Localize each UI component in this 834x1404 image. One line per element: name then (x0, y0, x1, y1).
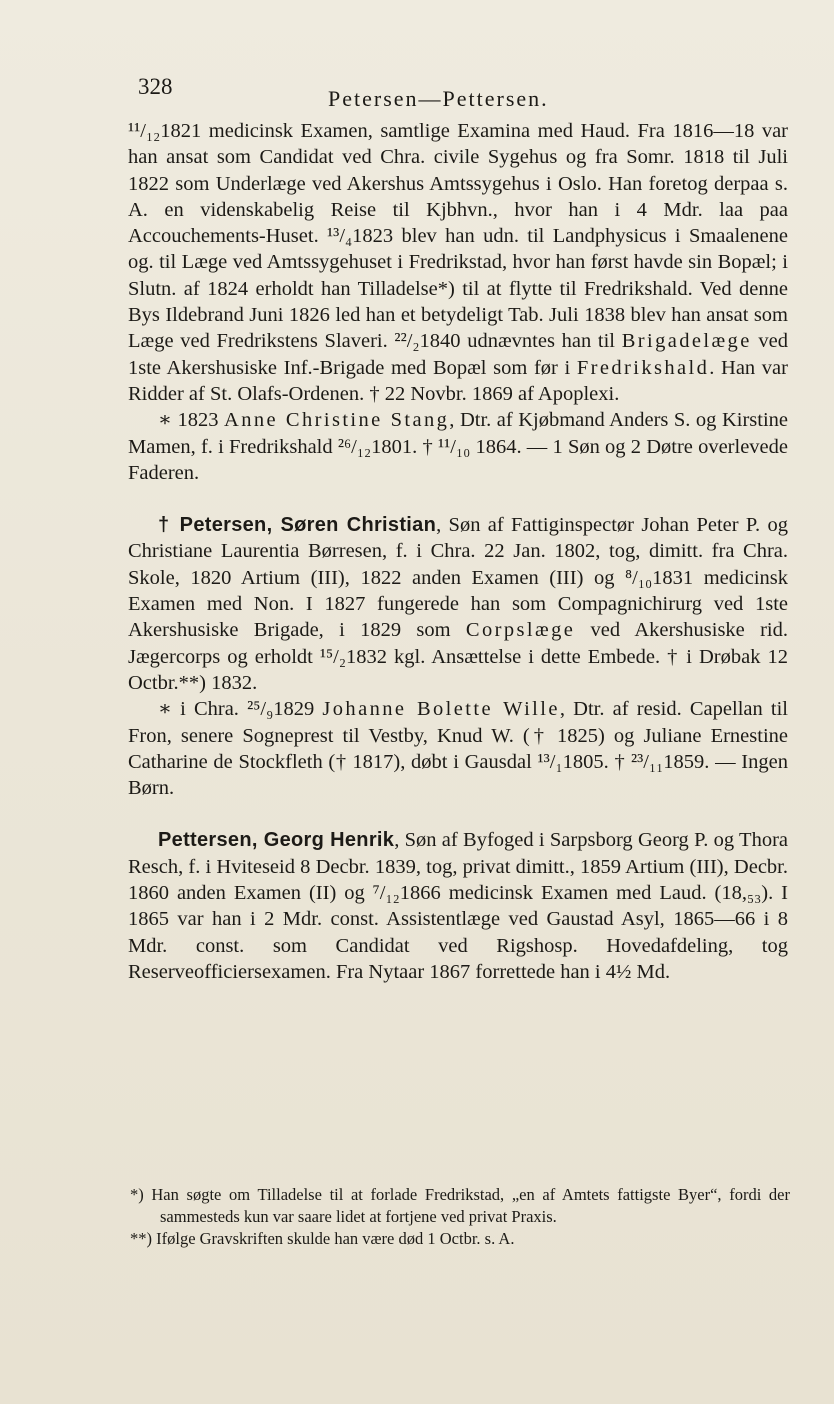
spaced-place: Fredrikshald (576, 356, 710, 379)
spaced-title: Brigadelæge (621, 330, 752, 353)
entry-paragraph (128, 827, 788, 985)
entry-soren-christian (128, 512, 788, 801)
entry-continued (128, 118, 788, 486)
footnote: *) Han søgte om Tilladelse til at forlade Fredrikstad, „en af Amtets fattigste Byer“, fordi der sammesteds kun var saare lidet at fortjene ved privat Praxis. (130, 1185, 790, 1226)
entry-text: . Han var Ridder af St. Olafs-Ordenen. † 22 Novbr. 1869 af Apoplexi. (128, 356, 788, 405)
footnotes (130, 1184, 790, 1250)
entry-paragraph (128, 118, 788, 407)
marriage-mark: ∗ 1823 (158, 409, 224, 432)
marriage-text: , Dtr. af Kjøbmand Anders S. og Kirstine Mamen, f. i Fredrikshald ²⁶/₁₂1801. † ¹¹/₁₀ 1864. — 1 Søn og 2 Døtre overlevede Faderen. (128, 409, 788, 484)
marriage-paragraph (128, 696, 788, 801)
entry-text: , Søn af Byfoged i Sarpsborg Georg P. og Thora Resch, f. i Hviteseid 8 Decbr. 1839, tog, privat dimitt., 1859 Artium (III), Decbr. 1860 anden Examen (II) og ⁷/₁₂1866 medicinsk Examen med Laud. (18,₅₃). I 1865 var han i 2 Mdr. const. Assistentlæge ved Gaustad Asyl, 1865—66 i 8 Mdr. const. som Candidat ved Rigshosp. Hovedafdeling, tog Reserveofficiersexamen. Fra Nytaar 1867 forrettede han i 4½ Md. (128, 829, 788, 983)
entry-heading: Pettersen, Georg Henrik (158, 829, 395, 852)
page-body (128, 118, 788, 1011)
entry-text: , Søn af Fattiginspectør Johan Peter P. og Christiane Laurentia Børresen, f. i Chra. 22 Jan. 1802, tog, dimitt. fra Chra. Skole, 1820 Artium (III), 1822 anden Examen (III) og ⁸/₁₀1831 medicinsk Examen med Non. I 1827 fungerede han som Compagnichirurg ved 1ste Akershusiske Brigade, i 1829 som (128, 514, 788, 642)
entry-text: ved 1ste Akershusiske Inf.-Brigade med Bopæl som før i (128, 330, 788, 379)
entry-text: ¹¹/₁₂1821 medicinsk Examen, samtlige Examina med Haud. Fra 1816—18 var han ansat som Candidat ved Chra. civile Sygehus og fra Somr. 1818 til Juli 1822 som Underlæge ved Akershus Amtssygehus i Oslo. Han foretog derpaa s. A. en videnskabelig Reise til Kjbhvn., hvor han i 4 Mdr. laa paa Accouchements-Huset. ¹³/₄1823 blev han udn. til Landphysicus i Smaalenene og. til Læge ved Amtssygehuset i Fredrikstad, hvor han først havde sin Bopæl; i Slutn. af 1824 erholdt han Tilladelse*) til at flytte til Fredrikshald. Ved denne Bys Ildebrand Juni 1826 led han et betydeligt Tab. Juli 1838 blev han ansat som Læge ved Fredrikstens Slaveri. ²²/₂1840 udnævntes han til (128, 120, 788, 353)
spaced-title: Corpslæge (465, 619, 576, 642)
entry-georg-henrik (128, 827, 788, 985)
entry-text: ved Akershusiske rid. Jægercorps og erholdt ¹⁵/₂1832 kgl. Ansættelse i dette Embede. † i Drøbak 12 Octbr.**) 1832. (128, 619, 788, 694)
page-header (138, 74, 798, 114)
entry-paragraph (128, 512, 788, 696)
footnote: **) Ifølge Gravskriften skulde han være død 1 Octbr. s. A. (130, 1229, 515, 1248)
entry-heading: † Petersen, Søren Christian (158, 514, 437, 537)
running-head: Petersen—Pettersen. (328, 86, 549, 111)
spouse-name: Johanne Bolette Wille (322, 698, 560, 721)
marriage-mark: ∗ i Chra. ²⁵/₉1829 (158, 698, 323, 721)
marriage-text: , Dtr. af resid. Capellan til Fron, senere Sogneprest til Vestby, Knud W. († 1825) og Juliane Ernestine Catharine de Stockfleth († 1817), døbt i Gausdal ¹³/₁1805. † ²³/₁₁1859. — Ingen Børn. (128, 698, 788, 800)
page-number: 328 (138, 74, 173, 99)
marriage-paragraph (128, 407, 788, 486)
spouse-name: Anne Christine Stang (223, 409, 450, 432)
